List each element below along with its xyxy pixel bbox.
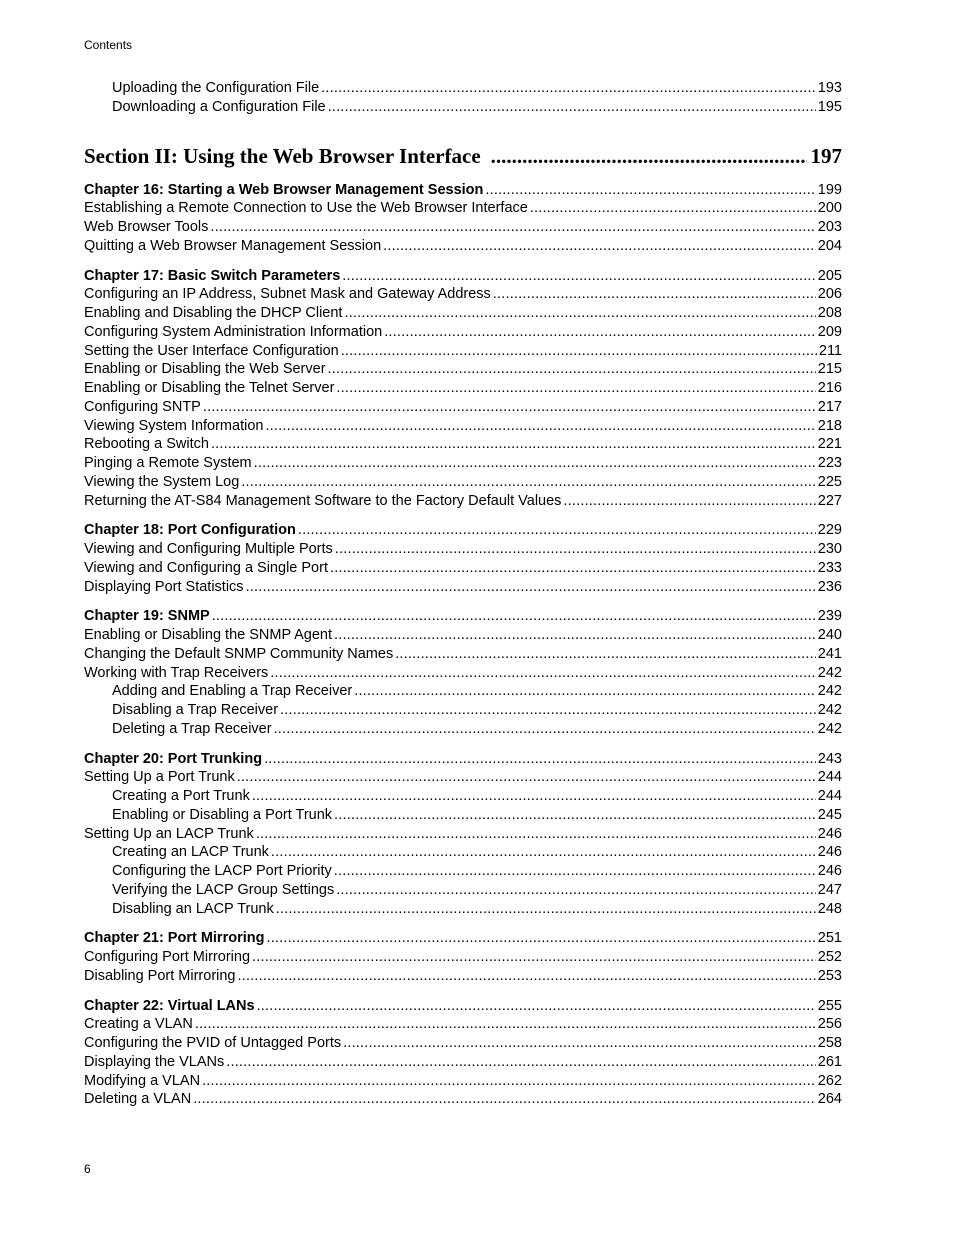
entry-page-number: 233 [817, 559, 842, 576]
toc-subentry[interactable] [84, 806, 842, 825]
dot-leader [270, 664, 816, 683]
dot-leader [212, 607, 816, 626]
dot-leader [330, 559, 816, 578]
toc-entry[interactable] [84, 540, 842, 559]
dot-leader [276, 900, 816, 919]
dot-leader [203, 398, 816, 417]
toc-chapter-heading[interactable] [84, 267, 842, 286]
entry-page-number: 251 [817, 930, 842, 947]
dot-leader [256, 825, 816, 844]
page-number: 6 [84, 1162, 91, 1176]
entry-page-number: 261 [817, 1053, 842, 1070]
dot-leader [226, 1053, 816, 1072]
toc-entry[interactable] [84, 218, 842, 237]
entry-title: Changing the Default SNMP Community Names [84, 645, 394, 662]
entry-title: Disabling a Trap Receiver [112, 702, 279, 718]
chapter-list [84, 181, 842, 1110]
dot-leader [563, 492, 815, 511]
chapter-gap [84, 739, 842, 750]
section-page: 197 [810, 143, 842, 168]
dot-leader [493, 285, 816, 304]
entry-title: Chapter 19: SNMP [84, 608, 210, 625]
entry-page-number: 216 [817, 380, 842, 396]
running-header: Contents [84, 38, 133, 52]
dot-leader [334, 626, 816, 645]
toc-entry[interactable] [84, 435, 842, 454]
dot-leader [384, 323, 816, 342]
toc-entry[interactable] [84, 237, 842, 256]
toc-entry[interactable] [84, 199, 842, 218]
entry-title: Enabling or Disabling a Port Trunk [112, 806, 333, 823]
entry-title: Enabling and Disabling the DHCP Client [84, 305, 343, 321]
entry-page-number: 243 [817, 750, 842, 767]
entry-title: Setting Up an LACP Trunk [84, 825, 254, 842]
dot-leader [280, 701, 816, 720]
entry-title: Downloading a Configuration File [112, 98, 326, 115]
entry-page-number: 242 [817, 664, 842, 681]
entry-page-number: 240 [817, 627, 842, 643]
entry-page-number: 253 [817, 967, 842, 984]
toc-chapter-heading[interactable] [84, 521, 842, 540]
entry-page-number: 218 [817, 417, 842, 434]
pre-entries [84, 79, 842, 117]
dot-leader [266, 929, 815, 948]
chapter-gap [84, 986, 842, 997]
toc-subentry[interactable] [84, 881, 842, 900]
entry-page-number: 204 [817, 237, 842, 254]
dot-leader [241, 473, 816, 492]
toc-entry[interactable] [84, 473, 842, 492]
entry-page-number: 195 [817, 98, 842, 115]
toc-chapter-heading[interactable] [84, 607, 842, 626]
entry-page-number: 200 [817, 200, 842, 217]
entry-title: Web Browser Tools [84, 219, 209, 235]
entry-page-number: 244 [817, 788, 842, 804]
entry-page-number: 262 [817, 1072, 842, 1089]
entry-page-number: 246 [817, 863, 842, 879]
dot-leader [335, 540, 816, 559]
toc-chapter-heading[interactable] [84, 929, 842, 948]
entry-page-number: 245 [817, 806, 842, 823]
entry-title: Enabling or Disabling the Web Server [84, 361, 326, 378]
toc-subentry[interactable] [84, 720, 842, 739]
toc-entry[interactable] [84, 768, 842, 787]
chapter-gap [84, 256, 842, 267]
entry-title: Enabling or Disabling the SNMP Agent [84, 627, 332, 643]
dot-leader [491, 137, 807, 175]
entry-page-number: 239 [817, 608, 842, 625]
entry-title: Uploading the Configuration File [112, 80, 320, 96]
entry-page-number: 258 [817, 1035, 842, 1051]
entry-title: Creating a Port Trunk [112, 788, 250, 804]
dot-leader [328, 360, 816, 379]
dot-leader [530, 199, 816, 218]
dot-leader [202, 1072, 816, 1091]
entry-title: Viewing and Configuring a Single Port [84, 559, 328, 576]
entry-page-number: 242 [817, 683, 842, 700]
entry-page-number: 248 [817, 900, 842, 917]
toc-subentry[interactable] [84, 900, 842, 919]
toc-entry[interactable] [84, 948, 842, 967]
dot-leader [238, 967, 816, 986]
toc-entry[interactable] [84, 578, 842, 597]
dot-leader [254, 454, 816, 473]
entry-page-number: 255 [817, 997, 842, 1014]
entry-title: Chapter 21: Port Mirroring [84, 930, 265, 947]
toc-entry[interactable] [84, 398, 842, 417]
dot-leader [195, 1015, 816, 1034]
chapter-gap [84, 918, 842, 929]
entry-title: Configuring SNTP [84, 398, 201, 415]
dot-leader [334, 862, 816, 881]
entry-page-number: 217 [817, 398, 842, 415]
dot-leader [343, 1034, 816, 1053]
dot-leader [211, 435, 816, 454]
entry-page-number: 215 [817, 361, 842, 378]
entry-title: Pinging a Remote System [84, 455, 252, 471]
entry-title: Displaying Port Statistics [84, 578, 244, 595]
toc-entry[interactable] [84, 342, 842, 361]
toc-subentry[interactable] [84, 682, 842, 701]
toc-entry[interactable] [84, 825, 842, 844]
dot-leader [328, 98, 816, 117]
entry-title: Rebooting a Switch [84, 436, 209, 453]
dot-leader [252, 787, 816, 806]
entry-page-number: 227 [817, 492, 842, 509]
toc-entry[interactable] [84, 304, 842, 323]
entry-page-number: 252 [817, 949, 842, 965]
entry-title: Configuring the PVID of Untagged Ports [84, 1035, 342, 1051]
toc-subentry[interactable] [84, 98, 842, 117]
toc-entry[interactable] [84, 645, 842, 664]
entry-title: Disabling Port Mirroring [84, 967, 236, 984]
entry-title: Chapter 20: Port Trunking [84, 750, 263, 767]
toc-entry[interactable] [84, 626, 842, 645]
toc-subentry[interactable] [84, 79, 842, 98]
toc-entry[interactable] [84, 1072, 842, 1091]
dot-leader [485, 181, 815, 200]
entry-page-number: 225 [817, 473, 842, 490]
entry-title: Displaying the VLANs [84, 1053, 225, 1070]
dot-leader [271, 843, 816, 862]
entry-title: Working with Trap Receivers [84, 664, 269, 681]
dot-leader [193, 1090, 816, 1109]
entry-title: Viewing System Information [84, 417, 264, 434]
entry-title: Viewing the System Log [84, 473, 240, 490]
entry-title: Disabling an LACP Trunk [112, 900, 274, 917]
entry-title: Modifying a VLAN [84, 1072, 201, 1089]
chapter-gap [84, 596, 842, 607]
toc-entry[interactable] [84, 492, 842, 511]
dot-leader [354, 682, 816, 701]
toc-entry[interactable] [84, 1053, 842, 1072]
entry-title: Chapter 22: Virtual LANs [84, 997, 255, 1014]
entry-title: Creating an LACP Trunk [112, 844, 269, 861]
entry-page-number: 205 [817, 267, 842, 284]
entry-title: Returning the AT-S84 Management Software to the Factory Default Values [84, 492, 562, 509]
entry-title: Configuring the LACP Port Priority [112, 863, 332, 879]
section-heading[interactable] [84, 137, 842, 175]
entry-title: Enabling or Disabling the Telnet Server [84, 380, 335, 396]
entry-page-number: 208 [817, 305, 842, 321]
dot-leader [321, 79, 816, 98]
entry-page-number: 211 [818, 342, 842, 359]
entry-title: Deleting a Trap Receiver [112, 720, 272, 737]
toc-entry[interactable] [84, 664, 842, 683]
entry-page-number: 241 [817, 645, 842, 662]
entry-page-number: 256 [817, 1016, 842, 1033]
entry-page-number: 199 [817, 181, 842, 198]
toc-subentry[interactable] [84, 862, 842, 881]
table-of-contents [84, 79, 842, 1109]
dot-leader [395, 645, 816, 664]
section-title: Section II: Using the Web Browser Interface [84, 143, 481, 168]
toc-entry[interactable] [84, 967, 842, 986]
toc-entry[interactable] [84, 323, 842, 342]
entry-title: Configuring Port Mirroring [84, 949, 251, 965]
dot-leader [336, 881, 816, 900]
entry-page-number: 209 [817, 323, 842, 340]
toc-subentry[interactable] [84, 787, 842, 806]
toc-entry[interactable] [84, 1090, 842, 1109]
entry-page-number: 246 [817, 844, 842, 861]
entry-title: Configuring System Administration Information [84, 323, 383, 340]
entry-title: Quitting a Web Browser Management Session [84, 237, 382, 254]
entry-title: Setting the User Interface Configuration [84, 342, 339, 359]
chapter-gap [84, 510, 842, 521]
toc-entry[interactable] [84, 454, 842, 473]
dot-leader [341, 342, 817, 361]
entry-page-number: 264 [817, 1091, 842, 1108]
toc-entry[interactable] [84, 559, 842, 578]
dot-leader [336, 379, 815, 398]
entry-title: Verifying the LACP Group Settings [112, 881, 335, 898]
dot-leader [383, 237, 816, 256]
entry-title: Configuring an IP Address, Subnet Mask and Gateway Address [84, 286, 491, 303]
entry-page-number: 244 [817, 769, 842, 786]
entry-title: Setting Up a Port Trunk [84, 769, 235, 786]
entry-title: Creating a VLAN [84, 1016, 193, 1033]
toc-chapter-heading[interactable] [84, 750, 842, 769]
entry-page-number: 193 [817, 80, 842, 96]
entry-page-number: 246 [817, 825, 842, 842]
dot-leader [257, 997, 816, 1016]
entry-page-number: 203 [817, 219, 842, 235]
toc-entry[interactable] [84, 285, 842, 304]
entry-title: Viewing and Configuring Multiple Ports [84, 541, 333, 557]
toc-chapter-heading[interactable] [84, 181, 842, 200]
dot-leader [298, 521, 816, 540]
dot-leader [252, 948, 816, 967]
toc-chapter-heading[interactable] [84, 997, 842, 1016]
entry-title: Deleting a VLAN [84, 1091, 192, 1108]
dot-leader [342, 267, 816, 286]
entry-title: Chapter 18: Port Configuration [84, 522, 296, 539]
dot-leader [344, 304, 815, 323]
entry-page-number: 221 [817, 436, 842, 453]
toc-subentry[interactable] [84, 843, 842, 862]
entry-title: Chapter 17: Basic Switch Parameters [84, 267, 341, 284]
entry-page-number: 230 [817, 541, 842, 557]
toc-entry[interactable] [84, 417, 842, 436]
dot-leader [246, 578, 816, 597]
entry-page-number: 247 [817, 881, 842, 898]
toc-entry[interactable] [84, 1015, 842, 1034]
toc-entry[interactable] [84, 379, 842, 398]
entry-title: Chapter 16: Starting a Web Browser Management Session [84, 181, 484, 198]
dot-leader [274, 720, 816, 739]
toc-subentry[interactable] [84, 701, 842, 720]
dot-leader [210, 218, 815, 237]
entry-title: Establishing a Remote Connection to Use the Web Browser Interface [84, 200, 528, 217]
entry-page-number: 206 [817, 286, 842, 303]
entry-page-number: 242 [817, 702, 842, 718]
entry-title: Adding and Enabling a Trap Receiver [112, 683, 353, 700]
entry-page-number: 223 [817, 455, 842, 471]
dot-leader [334, 806, 816, 825]
entry-page-number: 242 [817, 720, 842, 737]
dot-leader [264, 750, 816, 769]
dot-leader [237, 768, 816, 787]
toc-entry[interactable] [84, 360, 842, 379]
dot-leader [265, 417, 815, 436]
toc-entry[interactable] [84, 1034, 842, 1053]
entry-page-number: 236 [817, 578, 842, 595]
entry-page-number: 229 [817, 522, 842, 539]
